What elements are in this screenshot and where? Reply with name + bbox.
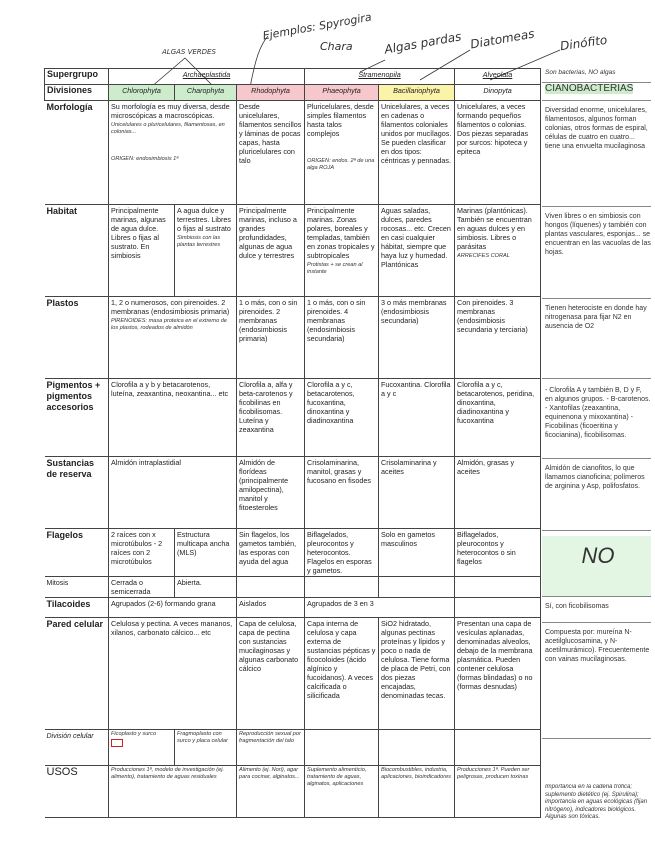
table-cell (305, 529, 379, 577)
cell-text: Agrupados de 3 en 3 (307, 599, 374, 608)
cell-text: Principalmente marinas, incluso a grandes profundidades, algunas de agua dulce y terrestres (239, 206, 297, 260)
annotation-algas-pardas: Algas pardas (383, 29, 463, 57)
row-label: Sustancias de reserva (45, 457, 109, 529)
table-cell (379, 457, 455, 529)
table-cell (109, 379, 237, 457)
cell-note: ORIGEN: endos. 2ª de una alga ROJA (307, 158, 375, 171)
table-row (45, 379, 541, 457)
table-cell (379, 379, 455, 457)
cell-text: 1 o más, con o sin pirenoides. 2 membranas (endosimbiosis primaria) (239, 298, 298, 343)
table-cell (237, 766, 305, 818)
cell-note: Simbiosis con las plantas terrestres (177, 235, 221, 248)
cell-text: Clorofila a y b y betacarotenos, luteína, zeaxantina, neoxantina... etc (111, 380, 229, 398)
side-habitat: Viven libres o en simbiosis con hongos (líquenes) y también con plantas vasculares, esponjas... se encuentran en las vacuolas de las hojas. (542, 212, 651, 299)
table-cell (305, 379, 379, 457)
cell-text: Pluricelulares, desde simples filamentos hasta talos complejos (307, 102, 374, 138)
table-cell (305, 577, 379, 598)
cell-text: Ficoplasto y surco (111, 731, 157, 737)
table-cell (237, 577, 305, 598)
cell-text: Marinas (plantónicas). También se encuentran en aguas dulces y en simbiosis. Libres o parásitas (457, 206, 532, 251)
table-cell (379, 730, 455, 766)
table-cell (305, 598, 455, 618)
row-label: Mitosis (45, 577, 109, 598)
table-cell (109, 618, 237, 730)
cell-text: 3 o más membranas (endosimbiosis secundaria) (381, 298, 447, 325)
annotation-ejemplos: Ejemplos: Spyrogira (261, 10, 373, 43)
cell-text: Aislados (239, 599, 267, 608)
table-cell (455, 529, 541, 577)
table-cell (237, 297, 305, 379)
cell-text: Crisolaminarina y aceites (381, 458, 437, 476)
table-cell (379, 618, 455, 730)
side-morfologia: Diversidad enorme, unicelulares, filamentosos, algunos forman colonias, otros formas de espiral, células de cuatro en cuatro... tiene una envuelta mucilaginosa (542, 106, 651, 207)
table-cell (237, 529, 305, 577)
table-cell (455, 766, 541, 818)
table-cell (455, 730, 541, 766)
table-cell (175, 730, 237, 766)
cell-note: Protistas + se crean al instante (307, 262, 363, 275)
table-cell (379, 205, 455, 297)
row-label: Plastos (45, 297, 109, 379)
divisions-row (45, 85, 541, 101)
table-cell (305, 766, 379, 818)
division-chlorophyta: Chlorophyta (109, 85, 175, 101)
division-dinopyta: Dinopyta (455, 85, 541, 101)
side-tilacoides: Sí, con ficobilisomas (542, 602, 651, 623)
cell-text: Unicelulares, a veces formando pequeños filamentos o colonias. Dos piezas separadas por surcos: hipoteca y epiteca (457, 102, 529, 156)
side-reserva: Almidón de cianofitos, lo que llamamos cianoficina; polímeros de arginina y Asp, polifosfatos. (542, 464, 651, 531)
table-row (45, 730, 541, 766)
cell-text: Celulosa y pectina. A veces mananos, xilanos, carbonato cálcico... etc (111, 619, 233, 637)
table-cell (455, 379, 541, 457)
cyanobacteria-title-text: CIANOBACTERIAS (545, 84, 634, 94)
table-cell (175, 205, 237, 297)
table-cell (379, 766, 455, 818)
cell-text: A agua dulce y terrestres. Libres o fijas al sustrato (177, 206, 231, 233)
cell-text: Clorofila a, alfa y beta-carotenos y ficobilinas en ficobilisomas. Luteína y zeaxantina (239, 380, 293, 434)
side-plastos: Tienen heterociste en donde hay nitrogenasa para fijar N2 en ausencia de O2 (542, 304, 651, 379)
row-label: Flagelos (45, 529, 109, 577)
cell-note: ARRECIFES CORAL (457, 253, 510, 259)
table-cell (237, 101, 305, 205)
cell-text: Abierta. (177, 578, 202, 587)
cell-text: Suplemento alimenticio, tratamiento de aguas, alginatos, aplicaciones (307, 767, 367, 787)
table-cell (455, 577, 541, 598)
table-row (45, 598, 541, 618)
cell-text: Solo en gametos masculinos (381, 530, 435, 548)
table-cell (109, 598, 237, 618)
supergroup-archaeplastida: Archaeplastida (109, 69, 305, 85)
cell-text: Agrupados (2-6) formando grana (111, 599, 216, 608)
row-label: Habitat (45, 205, 109, 297)
table-cell (305, 730, 379, 766)
table-cell (379, 101, 455, 205)
table-cell (237, 379, 305, 457)
cell-text: Capa interna de celulosa y capa externa de sustancias pépticas y ficocoloides (ácido algínico y fucoidanos). A veces calcificada o silicificada (307, 619, 376, 700)
table-cell (305, 297, 379, 379)
table-cell (109, 297, 237, 379)
cell-text: Reproducción sexual por fragmentación del talo (239, 731, 301, 744)
table-cell (109, 577, 175, 598)
cell-text: Fragmoplasto con surco y placa celular (177, 731, 228, 744)
table-row (45, 205, 541, 297)
supergroup-stramenopila: Stramenopila (305, 69, 455, 85)
table-cell (175, 529, 237, 577)
side-pared: Compuesta por: mureína N-acetilglucosamina, y N-acetilmurámico). Frecuentemente con vainas mucilaginosas. (542, 628, 651, 739)
divisions-label: Divisiones (45, 85, 109, 101)
table-cell (237, 618, 305, 730)
annotation-chara: Chara (320, 40, 353, 53)
cell-text: Biocombustibles, industria, aplicaciones, bioindicadores (381, 767, 451, 780)
table-cell (237, 205, 305, 297)
cell-text: Biflagelados, pleurocontos y heterocontos. Flagelos en esporas y gametos. (307, 530, 372, 575)
cell-note: PIRENOIDES: masa proteica en el extremo de los plastos, rodeados de almidón (111, 318, 227, 331)
cell-text: 2 raíces con x microtúbulos - 2 raíces con 2 microtúbulos (111, 530, 163, 566)
cell-text: Principalmente marinas, algunas de agua dulce. Libres o fijas al sustrato. En simbiosis (111, 206, 166, 260)
comparison-table (44, 68, 541, 818)
cell-text: Clorofila a y c, betacarotenos, fucoxantina, dinoxantina y diadinoxantina (307, 380, 355, 425)
cell-text: Estructura multicapa ancha (MLS) (177, 530, 230, 557)
table-cell (237, 598, 305, 618)
table-row (45, 457, 541, 529)
table-cell (109, 730, 175, 766)
cell-text: Producciones 1ª. Pueden ser peligrosas, producen toxinas (457, 767, 530, 780)
side-usos: Importancia en la cadena trófica; suplemento dietético (ej. Spirulina); importancia en aguas ecológicas (fijan nitrógeno), indicadores biológicos. Algunas son tóxicas. (545, 784, 648, 820)
table-cell (305, 101, 379, 205)
table-cell (109, 766, 237, 818)
cell-text: 1, 2 o numerosos, con pirenoides. 2 membranas (endosimbiosis primaria) (111, 298, 230, 316)
cyanobacteria-title (542, 84, 651, 101)
table-row (45, 297, 541, 379)
table-row (45, 577, 541, 598)
table-cell (305, 457, 379, 529)
table-cell (237, 457, 305, 529)
cell-text: Principalmente marinas. Zonas polares, boreales y templadas, también en zonas tropicales y subtropicales (307, 206, 375, 260)
table-cell (379, 297, 455, 379)
cell-text: Almidón, grasas y aceites (457, 458, 515, 476)
cell-note: ORIGEN: endosimbiosis 1ª (111, 156, 179, 162)
cell-note: Unicelulares o pluricelulares, filamentosas, en colonias... (111, 122, 225, 135)
table-cell (305, 618, 379, 730)
annotation-algas-verdes: ALGAS VERDES (162, 48, 216, 56)
division-phaeophyta: Phaeophyta (305, 85, 379, 101)
cell-text: Fucoxantina. Clorofila a y c (381, 380, 451, 398)
table-row (45, 101, 541, 205)
row-label: Morfología (45, 101, 109, 205)
cell-text: Producciones 1ª, modelo de investigación (ej. alimento), tratamiento de aguas residuales (111, 767, 225, 780)
table-cell (455, 205, 541, 297)
cell-text: Con pirenoides. 3 membranas (endosimbiosis secundaria y terciaria) (457, 298, 528, 334)
table-cell (109, 457, 237, 529)
row-label: USOS (45, 766, 109, 818)
division-charophyta: Charophyta (175, 85, 237, 101)
table-cell (379, 529, 455, 577)
table-cell (109, 101, 237, 205)
cell-text: Clorofila a y c, betacarotenos, peridina, dinoxantina, diadinoxantina y fucoxantina (457, 380, 535, 425)
annotation-diatomeas: Diatomeas (469, 26, 536, 52)
division-sketch-icon (111, 739, 123, 747)
cell-text: Unicelulares, a veces en cadenas o filamentos coloniales unidos por mucílagos. Se pueden clasificar en dos tipos: céntricas y pennadas. (381, 102, 452, 165)
cell-text: Sin flagelos, los gametos también, las esporas con ayuda del agua (239, 530, 297, 566)
side-flagelos: NO (542, 536, 651, 597)
table-cell (379, 577, 455, 598)
annotation-dinofito: Dinófito (559, 32, 609, 54)
cell-text: Almidón intraplastidial (111, 458, 181, 467)
cell-text: Desde unicelulares, filamentos sencillos y láminas de pocas capas, hasta pluricelulares con talo (239, 102, 302, 165)
row-label: División celular (45, 730, 109, 766)
table-cell (175, 577, 237, 598)
cell-text: Alimento (ej. Nori), agar para cocinar, alginatos... (239, 767, 300, 780)
division-bacillariophyta: Bacillariophyta (379, 85, 455, 101)
table-row (45, 618, 541, 730)
table-cell (305, 205, 379, 297)
row-label: Pigmentos + pigmentos accesorios (45, 379, 109, 457)
table-cell (455, 598, 541, 618)
table-row (45, 766, 541, 818)
cyanobacteria-note: Son bacterias, NO algas (542, 68, 651, 83)
cell-text: SiO2 hidratado, algunas pectinas proteínas y lípidos y poco o nada de celulosa. Tiene forma de placa de Petri, con dos piezas encajadas, denominadas tecas. (381, 619, 451, 700)
cell-text: Biflagelados, pleurocontos y heterocontos o sin flagelos (457, 530, 516, 566)
supergroup-label: Supergrupo (45, 69, 109, 85)
table-cell (455, 457, 541, 529)
cell-text: Cerrada o semicerrada (111, 578, 151, 596)
cell-text: 1 o más, con o sin pirenoides. 4 membranas (endosimbiosis secundaria) (307, 298, 366, 343)
table-cell (109, 205, 175, 297)
table-cell (455, 101, 541, 205)
table-cell (455, 297, 541, 379)
cell-text: Capa de celulosa, capa de pectina con sustancias mucilaginosas y algunas carbonato cálcico (239, 619, 299, 673)
cell-text: Almidón de florídeas (principalmente amilopectina), manitol y fitoesteroles (239, 458, 289, 512)
table-cell (237, 730, 305, 766)
row-label: Pared celular (45, 618, 109, 730)
division-rhodophyta: Rhodophyta (237, 85, 305, 101)
table-cell (109, 529, 175, 577)
supergroup-row (45, 69, 541, 85)
cell-text: Aguas saladas, dulces, paredes rocosas... etc. Crecen en casi cualquier hábitat, siempre que haya luz y humedad. Plantónicas (381, 206, 451, 269)
cell-text: Presentan una capa de vesículas aplanadas, denominadas alveolos, debajo de la membrana plasmática. Pueden contener celulosa (formas blindadas) o no (formas desnudas) (457, 619, 533, 691)
cell-text: Crisolaminarina, manitol, grasas y fucosano en fisodes (307, 458, 371, 485)
cell-text: Su morfología es muy diversa, desde microscópicas a macroscópicas. (111, 102, 230, 120)
row-label: Tilacoides (45, 598, 109, 618)
supergroup-alveolata: Alveolata (455, 69, 541, 85)
table-cell (455, 618, 541, 730)
table-row (45, 529, 541, 577)
side-pigmentos: - Clorofila A y también B, D y F, en algunos grupos. - B-carotenos. - Xantofilas (zeaxantina, equinenona y mixoxantina) - Ficobilinas (ficoeritina y ficocianina), ficobilisomas. (542, 386, 651, 459)
